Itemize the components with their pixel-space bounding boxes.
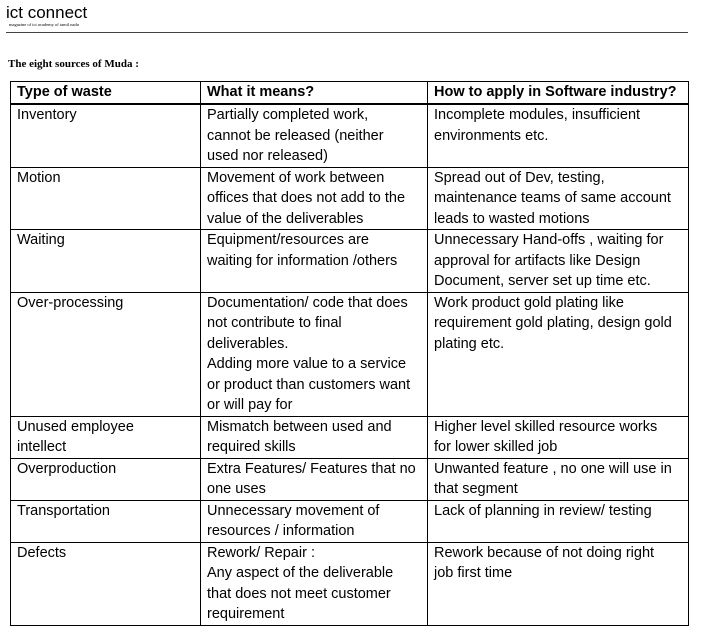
cell-text-line: waiting for information /others: [207, 252, 398, 269]
cell-text-line: offices that does not add to the: [207, 190, 406, 206]
table-header-row: [11, 82, 689, 105]
cell-text-line: Unnecessary movement of: [207, 502, 380, 519]
cell-text-line: Adding more value to a service: [207, 356, 407, 372]
cell-text-line: leads to wasted motions: [434, 210, 590, 227]
cell-type: [11, 500, 201, 542]
cell-text-line: requirement: [207, 606, 285, 622]
cell-text-line: job first time: [434, 565, 513, 581]
cell-text-line: Incomplete modules, insufficient: [434, 107, 641, 123]
cell-meaning: [201, 292, 428, 416]
table-body: [11, 104, 689, 625]
cell-text-line: not contribute to final: [207, 315, 342, 331]
cell-text-line: deliverables.: [207, 335, 289, 352]
table-row: [11, 500, 689, 542]
cell-text-line: Waiting: [17, 232, 65, 248]
cell-text-line: Equipment/resources are: [207, 232, 369, 248]
cell-type: [11, 230, 201, 293]
masthead: [6, 4, 694, 28]
cell-type: [11, 458, 201, 500]
cell-text-line: Extra Features/ Features that no: [207, 460, 416, 477]
cell-text-line: Over-processing: [17, 294, 124, 311]
table-row: [11, 458, 689, 500]
cell-text-line: requirement gold plating, design gold: [434, 315, 672, 331]
cell-text-line: Movement of work between: [207, 169, 385, 186]
cell-text-line: maintenance teams of same account: [434, 190, 671, 206]
table-row: [11, 416, 689, 458]
cell-text-line: used nor released): [207, 148, 328, 164]
cell-text-line: intellect: [17, 439, 67, 455]
cell-text-line: or will pay for: [207, 397, 293, 413]
cell-text-line: or product than customers want: [207, 376, 411, 393]
cell-text-line: Any aspect of the deliverable: [207, 565, 394, 581]
cell-application: [428, 104, 689, 167]
cell-meaning: [201, 542, 428, 625]
cell-meaning: [201, 458, 428, 500]
cell-text-line: Rework/ Repair :: [207, 544, 315, 561]
cell-text-line: Lack of planning in review/ testing: [434, 502, 652, 519]
cell-meaning: [201, 416, 428, 458]
cell-text-line: one uses: [207, 481, 266, 497]
cell-text-line: required skills: [207, 439, 296, 455]
column-header-type: Type of waste: [11, 82, 201, 105]
cell-text-line: cannot be released (neither: [207, 127, 384, 144]
column-header-application: How to apply in Software industry?: [428, 82, 689, 105]
cell-meaning: [201, 104, 428, 167]
cell-text-line: Work product gold plating like: [434, 294, 624, 311]
cell-text-line: value of the deliverables: [207, 210, 364, 227]
cell-text-line: that segment: [434, 481, 518, 497]
cell-type: [11, 167, 201, 230]
cell-application: [428, 292, 689, 416]
cell-text-line: Spread out of Dev, testing,: [434, 169, 605, 186]
table-row: [11, 292, 689, 416]
cell-type: [11, 292, 201, 416]
cell-text-line: Unnecessary Hand-offs , waiting for: [434, 232, 664, 248]
magazine-logo: ict connect: [6, 3, 88, 22]
cell-text-line: Inventory: [17, 107, 77, 123]
cell-application: [428, 167, 689, 230]
cell-type: [11, 542, 201, 625]
cell-type: [11, 416, 201, 458]
cell-text-line: that does not meet customer: [207, 585, 391, 602]
muda-table: [10, 81, 689, 626]
cell-application: [428, 500, 689, 542]
table-row: [11, 542, 689, 625]
cell-text-line: environments etc.: [434, 127, 549, 144]
cell-text-line: Overproduction: [17, 460, 117, 477]
cell-type: [11, 104, 201, 167]
cell-text-line: Documentation/ code that does: [207, 294, 408, 311]
cell-text-line: Motion: [17, 169, 61, 186]
cell-text-line: Mismatch between used and: [207, 418, 392, 435]
cell-text-line: approval for artifacts like Design: [434, 252, 641, 269]
cell-text-line: Rework because of not doing right: [434, 544, 655, 561]
header-rule: [6, 32, 688, 33]
cell-text-line: plating etc.: [434, 335, 505, 352]
cell-text-line: Defects: [17, 544, 67, 561]
cell-text-line: Transportation: [17, 502, 110, 519]
table-row: [11, 167, 689, 230]
cell-meaning: [201, 230, 428, 293]
cell-application: [428, 542, 689, 625]
cell-text-line: resources / information: [207, 523, 355, 539]
cell-meaning: [201, 500, 428, 542]
cell-text-line: Unused employee: [17, 418, 134, 435]
cell-application: [428, 230, 689, 293]
table-caption: The eight sources of Muda :: [8, 58, 139, 70]
cell-text-line: Document, server set up time etc.: [434, 273, 651, 289]
cell-application: [428, 458, 689, 500]
cell-text-line: for lower skilled job: [434, 439, 558, 455]
cell-text-line: Partially completed work,: [207, 107, 369, 123]
cell-text-line: Unwanted feature , no one will use in: [434, 460, 672, 477]
column-header-meaning: What it means?: [201, 82, 428, 105]
magazine-tagline: magazine of ict academy of tamil nadu: [9, 22, 79, 27]
cell-meaning: [201, 167, 428, 230]
table-row: [11, 104, 689, 167]
cell-application: [428, 416, 689, 458]
cell-text-line: Higher level skilled resource works: [434, 418, 658, 435]
table-row: [11, 230, 689, 293]
